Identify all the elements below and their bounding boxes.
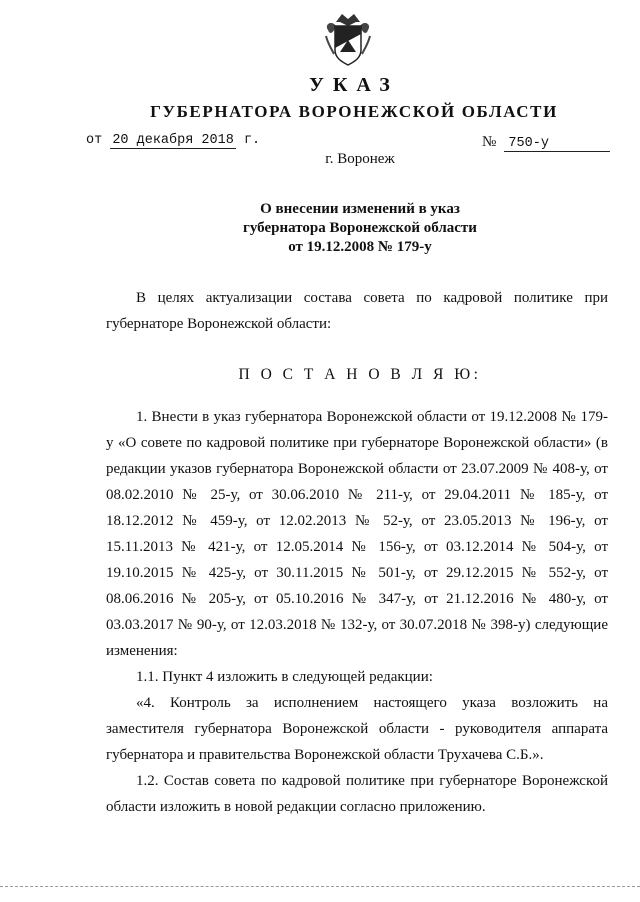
item-1-1-paragraph (106, 664, 608, 690)
item-1-paragraph (106, 404, 608, 664)
heading-line-3: от 19.12.2008 № 179-у (288, 239, 432, 255)
item-1-1-text: 1.1. Пункт 4 изложить в следующей редакции: (136, 669, 433, 685)
number-sign: № (482, 134, 497, 150)
decree-word: П О С Т А Н О В Л Я Ю: (238, 366, 482, 383)
document-title: УКАЗ (309, 74, 399, 96)
item-1-2-text: 1.2. Состав совета по кадровой политике при губернаторе Воронежской области изложить в новой редакции согласно приложению. (106, 773, 608, 815)
city: г. Воронеж (325, 151, 395, 167)
heading-line-1: О внесении изменений в указ (260, 201, 460, 217)
number-line (482, 134, 610, 152)
preamble-text: В целях актуализации состава совета по кадровой политике при губернаторе Воронежской области: (106, 290, 608, 332)
date-prefix: от (86, 133, 103, 148)
date-value: 20 декабря 2018 (112, 133, 234, 148)
item-1-text: 1. Внести в указ губернатора Воронежской области от 19.12.2008 № 179-у «О совете по кадровой политике при губернаторе Воронежской области» (в редакции указов губернатора Воронежской области от 23.07.2009 № 408-у, от 08.02.2010 № 25-у, от 30.06.2010 № 211-у, от 29.04.2011 № 185-у, от 18.12.2012 № 459-у, от 12.02.2013 № 52-у, от 23.05.2013 № 196-у, от 15.11.2013 № 421-у, от 12.05.2014 № 156-у, от 03.12.2014 № 504-у, от 19.10.2015 № 425-у, от 30.11.2015 № 501-у, от 29.12.2015 № 552-у, от 08.06.2016 № 205-у, от 05.10.2016 № 347-у, от 21.12.2016 № 480-у, от 03.03.2017 № 90-у, от 12.03.2018 № 132-у, от 30.07.2018 № 398-у) следующие изменения: (106, 409, 608, 659)
date-suffix: г. (243, 133, 261, 148)
document-subtitle: ГУБЕРНАТОРА ВОРОНЕЖСКОЙ ОБЛАСТИ (150, 102, 558, 121)
coat-of-arms-emblem (322, 10, 374, 68)
item-1-2-paragraph (106, 768, 608, 820)
page-bottom-divider (0, 886, 640, 887)
number-value: 750-у (504, 136, 610, 152)
item-1-1-content-paragraph (106, 690, 608, 768)
document-heading (40, 200, 640, 257)
item-1-1-content-text: «4. Контроль за исполнением настоящего указа возложить на заместителя губернатора Воронежской области - руководителя аппарата губернатора и правительства Воронежской области Трухачева С.Б.». (106, 695, 608, 763)
preamble-paragraph (106, 285, 608, 337)
heading-line-2: губернатора Воронежской области (243, 220, 477, 236)
date-line (86, 133, 260, 149)
